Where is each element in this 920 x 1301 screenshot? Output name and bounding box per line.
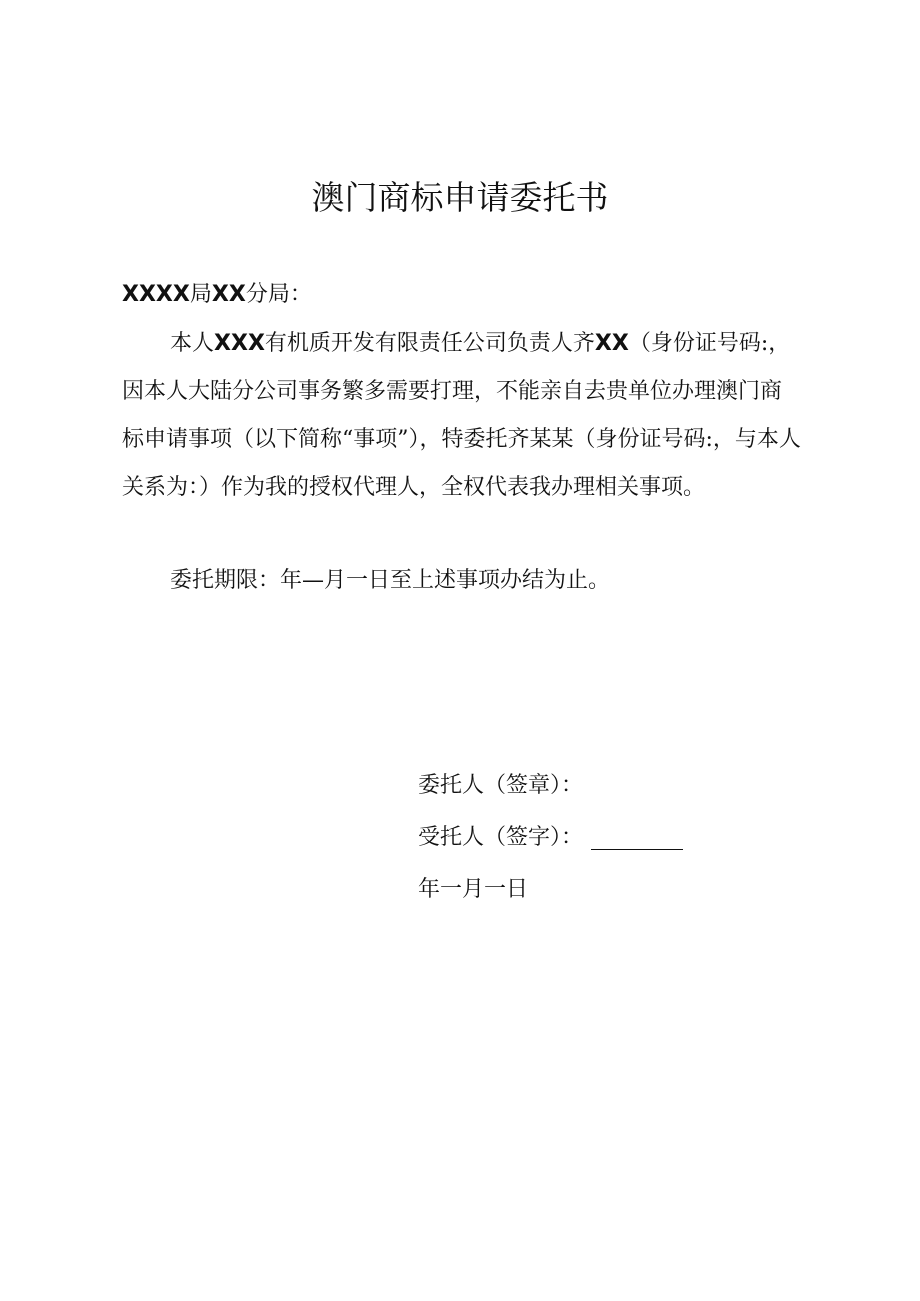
agent-signature-label: 受托人（签字）： (418, 825, 584, 850)
addressee-bureau-code: XXXX (122, 282, 190, 307)
signature-date: 年一月一日 (418, 877, 529, 902)
signature-date-line (418, 864, 838, 916)
paragraph-intro: 本人 (170, 331, 215, 356)
authorization-paragraph (122, 320, 802, 512)
addressee-branch-code: XX (211, 282, 246, 307)
agent-signature-line (418, 812, 838, 864)
commission-period-paragraph: 委托期限：年—月一日至上述事项办结为止。 (170, 568, 611, 593)
paragraph-main-text: （身份证号码:，因本人大陆分公司事务繁多需要打理，不能亲自去贵单位办理澳门商标申请事项（以下简称“事项”），特委托齐某某（身份证号码:，与本人关系为：）作为我的授权代理人，全权代表我办理相关事项。 (122, 331, 801, 500)
company-code: XXX (214, 331, 265, 356)
company-description: 有机质开发有限责任公司负责人齐 (264, 331, 595, 356)
agent-signature-blank (591, 827, 683, 850)
addressee-branch-word: 分局： (245, 282, 312, 307)
principal-signature-line (418, 760, 838, 812)
principal-signature-label: 委托人（签章）： (418, 773, 584, 798)
signature-block (418, 760, 838, 916)
addressee-bureau-word: 局 (189, 282, 212, 307)
document-title: 澳门商标申请委托书 (311, 178, 609, 217)
representative-code: XX (594, 331, 629, 356)
addressee-line (122, 278, 312, 312)
